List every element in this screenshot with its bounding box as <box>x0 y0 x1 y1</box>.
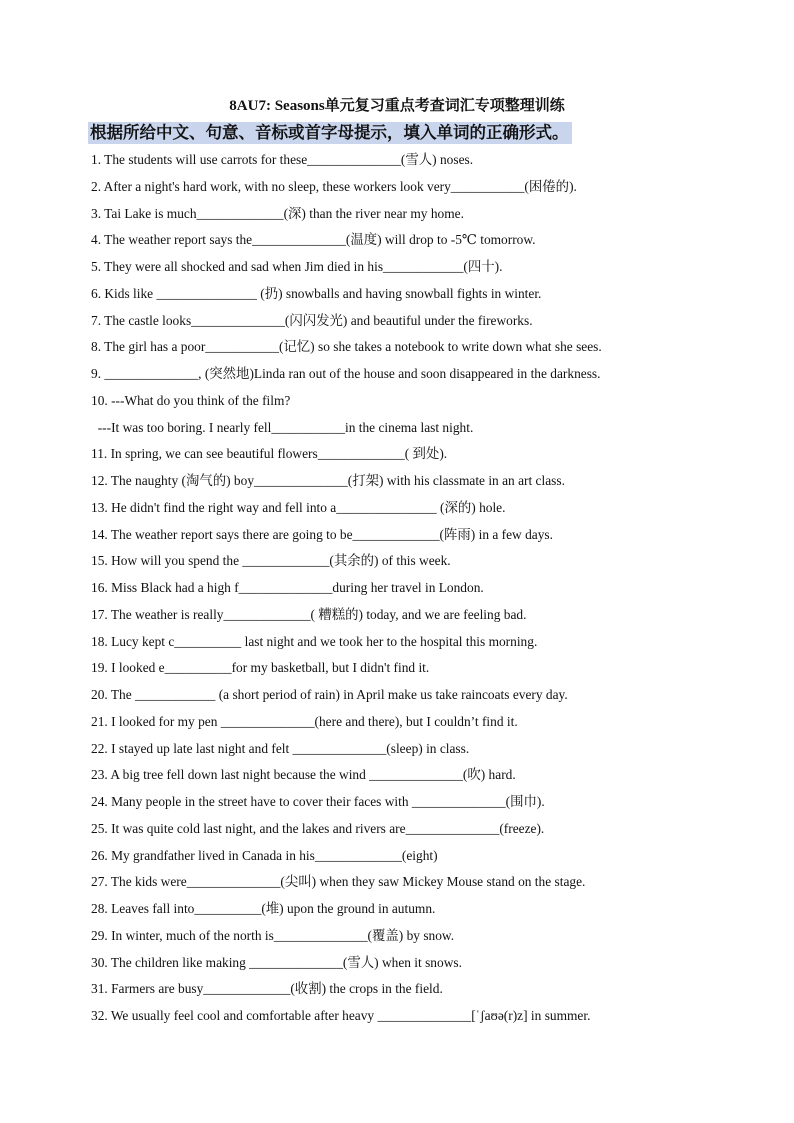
exercise-item: 27. The kids were______________(尖叫) when they saw Mickey Mouse stand on the stage. <box>91 874 586 890</box>
exercise-item: 8. The girl has a poor___________(记忆) so she takes a notebook to write down what she sees. <box>91 339 602 355</box>
worksheet-title: 8AU7: Seasons单元复习重点考查词汇专项整理训练 <box>229 98 565 114</box>
exercise-item: 20. The ____________ (a short period of rain) in April make us take raincoats every day. <box>91 687 568 702</box>
instruction-heading: 根据所给中文、句意、音标或首字母提示，填入单词的正确形式。 <box>88 122 572 144</box>
exercise-item: 17. The weather is really_____________( 糟糕的) today, and we are feeling bad. <box>91 606 527 622</box>
exercise-item: 1. The students will use carrots for these______________(雪人) noses. <box>91 152 474 167</box>
exercise-item: 16. Miss Black had a high f______________during her travel in London. <box>91 580 484 595</box>
exercise-item: 7. The castle looks______________(闪闪发光) and beautiful under the fireworks. <box>91 312 533 328</box>
exercise-item: 11. In spring, we can see beautiful flowers_____________( 到处). <box>91 446 448 462</box>
exercise-item: 2. After a night's hard work, with no sleep, these workers look very___________(困倦的). <box>91 178 577 194</box>
exercise-item: 6. Kids like _______________ (扔) snowballs and having snowball fights in winter. <box>91 285 542 301</box>
exercise-item: 31. Farmers are busy_____________(收割) the crops in the field. <box>91 981 443 997</box>
exercise-item: 30. The children like making ______________(雪人) when it snows. <box>91 954 462 970</box>
exercise-item: 28. Leaves fall into__________(堆) upon the ground in autumn. <box>91 901 436 916</box>
exercise-item: 12. The naughty (淘气的) boy______________(打架) with his classmate in an art class. <box>91 473 565 488</box>
exercise-item: 32. We usually feel cool and comfortable after heavy ______________[ˈʃaʊə(r)z] in summer. <box>91 1008 591 1023</box>
exercise-item: 10. ---What do you think of the film? <box>91 392 291 408</box>
exercise-item: 3. Tai Lake is much_____________(深) than the river near my home. <box>91 205 464 221</box>
exercise-list <box>91 150 731 1033</box>
exercise-item: 25. It was quite cold last night, and the lakes and rivers are______________(freeze). <box>91 820 545 836</box>
exercise-item: 13. He didn't find the right way and fell into a_______________ (深的) hole. <box>91 499 506 515</box>
exercise-item: 26. My grandfather lived in Canada in his_____________(eight) <box>91 847 438 863</box>
exercise-item: 5. They were all shocked and sad when Jim died in his____________(四十). <box>91 259 503 274</box>
exercise-item: 9. ______________, (突然地)Linda ran out of the house and soon disappeared in the darkness. <box>91 366 601 381</box>
exercise-item: 14. The weather report says there are going to be_____________(阵雨) in a few days. <box>91 526 553 542</box>
exercise-item: ---It was too boring. I nearly fell___________in the cinema last night. <box>91 419 474 435</box>
exercise-item: 15. How will you spend the _____________(其余的) of this week. <box>91 553 451 569</box>
exercise-item: 24. Many people in the street have to cover their faces with ______________(围巾). <box>91 794 545 809</box>
exercise-item: 29. In winter, much of the north is______________(覆盖) by snow. <box>91 927 455 943</box>
exercise-item: 21. I looked for my pen ______________(here and there), but I couldn’t find it. <box>91 713 518 729</box>
exercise-item: 19. I looked e__________for my basketball, but I didn't find it. <box>91 660 430 676</box>
exercise-item: 4. The weather report says the______________(温度) will drop to -5℃ tomorrow. <box>91 232 536 248</box>
exercise-item: 18. Lucy kept c__________ last night and we took her to the hospital this morning. <box>91 633 538 649</box>
exercise-item: 23. A big tree fell down last night because the wind ______________(吹) hard. <box>91 767 516 783</box>
exercise-item: 22. I stayed up late last night and felt ______________(sleep) in class. <box>91 740 470 756</box>
